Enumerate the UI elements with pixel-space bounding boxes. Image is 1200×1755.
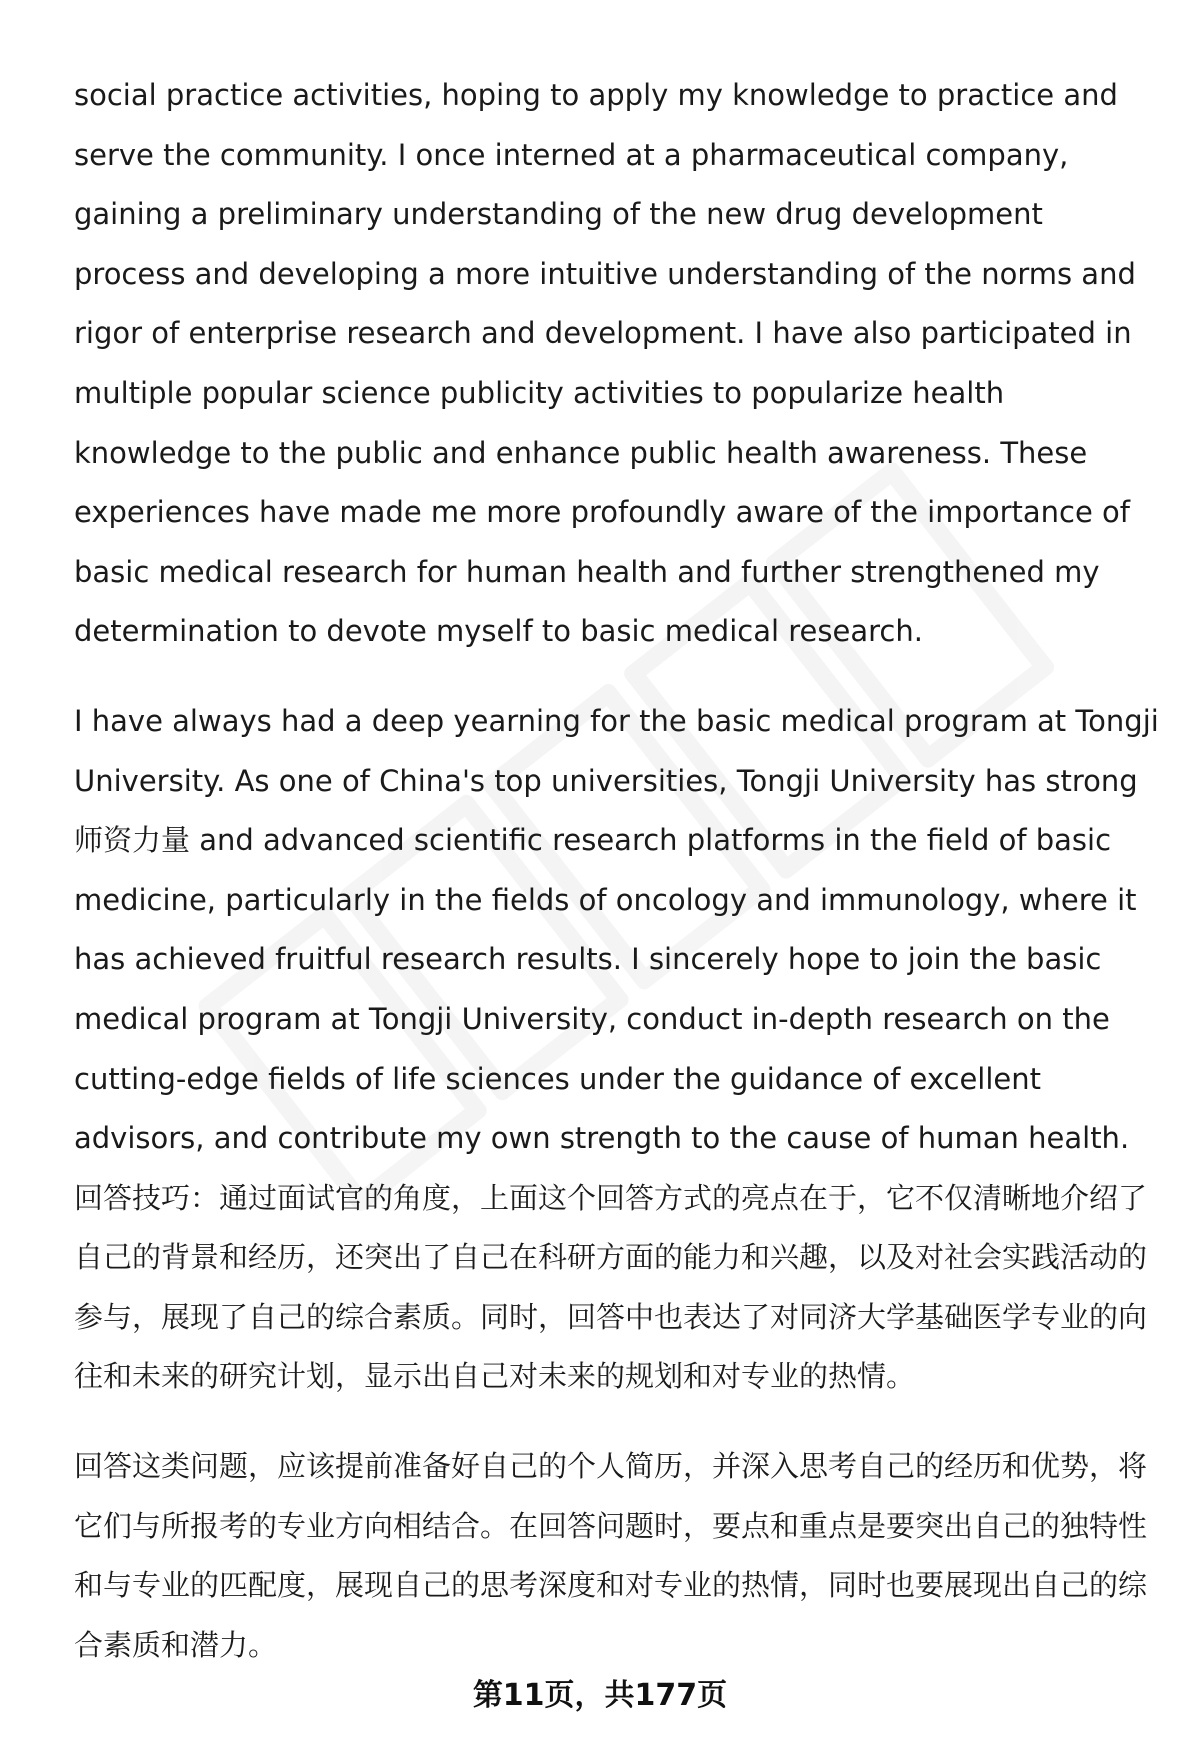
paragraph-1: social practice activities, hoping to apply my knowledge to practice and serve the community. I once interned at a pharmaceutical company, gaining a preliminary understanding of the new drug development process and developing a more intuitive understanding of the norms and rigor of enterprise research and development. I have also participated in multiple popular science publicity activities to popularize health knowledge to the public and enhance public health awareness. These experiences have made me more profoundly aware of the importance of basic medical research for human health and further strengthened my determination to devote myself to basic medical research. — [74, 78, 1136, 649]
paragraph-3: 回答这类问题，应该提前准备好自己的个人简历，并深入思考自己的经历和优势，将它们与所报考的专业方向相结合。在回答问题时，要点和重点是要突出自己的独特性和与专业的匹配度，展现自己的思考深度和对专业的热情，同时也要展现出自己的综合素质和潜力。 — [74, 1449, 1148, 1662]
document-body — [74, 66, 1159, 1675]
page-number: 第11页，共177页 — [472, 1678, 728, 1713]
paragraph-2: I have always had a deep yearning for the basic medical program at Tongji University. As one of China's top universities, Tongji University has strong师资力量 and advanced scientific research platforms in the field of basic medicine, particularly in the fields of oncology and immunology, where it has achieved fruitful research results. I sincerely hope to join the basic medical program at Tongji University, conduct in-depth research on the cutting-edge fields of life sciences under the guidance of excellent advisors, and contribute my own strength to the cause of human health. 回答技巧：通过面试官的角度，上面这个回答方式的亮点在于，它不仅清晰地介绍了自己的背景和经历，还突出了自己在科研方面的能力和兴趣，以及对社会实践活动的参与，展现了自己的综合素质。同时，回答中也表达了对同济大学基础医学专业的向往和未来的研究计划，显示出自己对未来的规划和对专业的热情。 — [74, 703, 1159, 1394]
